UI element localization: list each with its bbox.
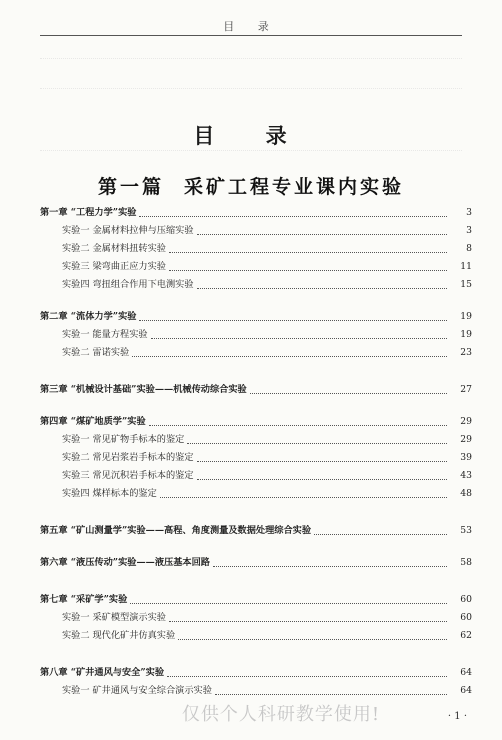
toc-page-number: 43	[460, 470, 472, 481]
toc-page-number: 58	[460, 557, 472, 568]
dot-leader	[215, 694, 447, 695]
bleed-through-line	[40, 88, 462, 95]
toc-entry-title: 第六章 “液压传动”实验——液压基本回路	[40, 557, 210, 568]
toc-spacer	[40, 572, 472, 591]
dot-leader	[187, 443, 447, 444]
dot-leader	[314, 534, 447, 535]
toc-page-number: 64	[460, 667, 472, 678]
toc-experiment-entry[interactable]	[40, 276, 472, 294]
toc-page-number: 11	[460, 261, 472, 272]
toc-experiment-entry[interactable]	[40, 222, 472, 240]
toc-entry-title: 实验二 现代化矿井仿真实验	[62, 630, 176, 641]
part-number: 第一篇	[97, 176, 164, 198]
dot-leader	[149, 425, 447, 426]
dot-leader	[169, 621, 447, 622]
toc-experiment-entry[interactable]	[40, 609, 472, 627]
toc-page-number: 60	[460, 594, 472, 605]
toc-page-number: 29	[460, 416, 472, 427]
bleed-through-line	[40, 150, 462, 157]
toc-entry-title: 第五章 “矿山测量学”实验——高程、角度测量及数据处理综合实验	[40, 525, 312, 536]
toc-page-number: 3	[466, 207, 472, 218]
toc-spacer	[40, 645, 472, 664]
dot-leader	[169, 270, 447, 271]
toc-entry-title: 实验四 煤样标本的鉴定	[62, 488, 157, 499]
toc-chapter-entry[interactable]	[40, 664, 472, 682]
toc-experiment-entry[interactable]	[40, 240, 472, 258]
watermark: 仅供个人科研教学使用!	[181, 704, 381, 725]
toc-page-number: 62	[460, 630, 472, 641]
toc-entry-title: 实验三 梁弯曲正应力实验	[62, 261, 166, 272]
toc-entry-title: 实验一 常见矿物手标本的鉴定	[62, 434, 185, 445]
dot-leader	[132, 356, 447, 357]
toc-chapter-entry[interactable]	[40, 591, 472, 609]
toc-entry-title: 第一章 “工程力学”实验	[40, 207, 137, 218]
dot-leader	[250, 393, 447, 394]
toc-page-number: 60	[460, 612, 472, 623]
toc-page-number: 29	[460, 434, 472, 445]
part-name: 采矿工程专业课内实验	[184, 176, 405, 198]
toc-experiment-entry[interactable]	[40, 258, 472, 276]
toc-page-number: 19	[460, 329, 472, 340]
toc-experiment-entry[interactable]	[40, 485, 472, 503]
dot-leader	[178, 639, 447, 640]
toc-entry-title: 实验二 金属材料扭转实验	[62, 243, 166, 254]
toc-experiment-entry[interactable]	[40, 344, 472, 362]
dot-leader	[197, 461, 447, 462]
dot-leader	[169, 252, 447, 253]
toc-page-number: 39	[460, 452, 472, 463]
toc-spacer	[40, 294, 472, 308]
toc-spacer	[40, 503, 472, 522]
toc-chapter-entry[interactable]	[40, 308, 472, 326]
toc-chapter-entry[interactable]	[40, 554, 472, 572]
toc-page-number: 3	[466, 225, 472, 236]
toc-experiment-entry[interactable]	[40, 682, 472, 700]
toc-chapter-entry[interactable]	[40, 522, 472, 540]
dot-leader	[130, 603, 447, 604]
toc-page-number: 53	[460, 525, 472, 536]
toc-entry-title: 实验二 雷诺实验	[62, 347, 130, 358]
toc-page-number: 27	[460, 384, 472, 395]
dot-leader	[139, 216, 447, 217]
dot-leader	[213, 566, 447, 567]
toc-entry-title: 第四章 “煤矿地质学”实验	[40, 416, 146, 427]
header-rule	[40, 35, 462, 36]
toc-chapter-entry[interactable]	[40, 381, 472, 399]
dot-leader	[197, 479, 447, 480]
toc-page-number: 64	[460, 685, 472, 696]
page-number: · 1 ·	[447, 711, 467, 722]
dot-leader	[139, 320, 447, 321]
toc-entry-title: 实验一 金属材料拉伸与压缩实验	[62, 225, 194, 236]
toc-page-number: 23	[460, 347, 472, 358]
toc-entry-title: 实验三 常见沉积岩手标本的鉴定	[62, 470, 194, 481]
dot-leader	[197, 288, 447, 289]
bleed-through-line	[40, 58, 462, 65]
toc-experiment-entry[interactable]	[40, 627, 472, 645]
toc-page-number: 48	[460, 488, 472, 499]
toc-page-number: 15	[460, 279, 472, 290]
dot-leader	[197, 234, 447, 235]
toc-chapter-entry[interactable]	[40, 413, 472, 431]
toc-entry-title: 实验二 常见岩浆岩手标本的鉴定	[62, 452, 194, 463]
toc-entry-title: 实验四 弯扭组合作用下电测实验	[62, 279, 194, 290]
toc-entry-title: 第三章 “机械设计基础”实验——机械传动综合实验	[40, 384, 247, 395]
running-header: 目 录	[223, 20, 279, 33]
toc-spacer	[40, 362, 472, 381]
dot-leader	[167, 676, 447, 677]
dot-leader	[151, 338, 447, 339]
toc-experiment-entry[interactable]	[40, 467, 472, 485]
toc-chapter-entry[interactable]	[40, 204, 472, 222]
toc-entry-title: 第八章 “矿井通风与安全”实验	[40, 667, 165, 678]
toc-experiment-entry[interactable]	[40, 431, 472, 449]
toc-entry-title: 实验一 能量方程实验	[62, 329, 148, 340]
toc-entry-title: 实验一 矿井通风与安全综合演示实验	[62, 685, 212, 696]
toc-experiment-entry[interactable]	[40, 326, 472, 344]
toc-spacer	[40, 399, 472, 413]
dot-leader	[160, 497, 447, 498]
toc-experiment-entry[interactable]	[40, 449, 472, 467]
toc-entry-title: 第七章 “采矿学”实验	[40, 594, 128, 605]
page-title: 目 录	[193, 123, 309, 148]
toc-entry-title: 实验一 采矿模型演示实验	[62, 612, 166, 623]
toc-spacer	[40, 540, 472, 554]
part-title	[0, 172, 502, 199]
table-of-contents	[40, 204, 472, 700]
toc-page-number: 8	[466, 243, 472, 254]
toc-entry-title: 第二章 “流体力学”实验	[40, 311, 137, 322]
toc-page-number: 19	[460, 311, 472, 322]
